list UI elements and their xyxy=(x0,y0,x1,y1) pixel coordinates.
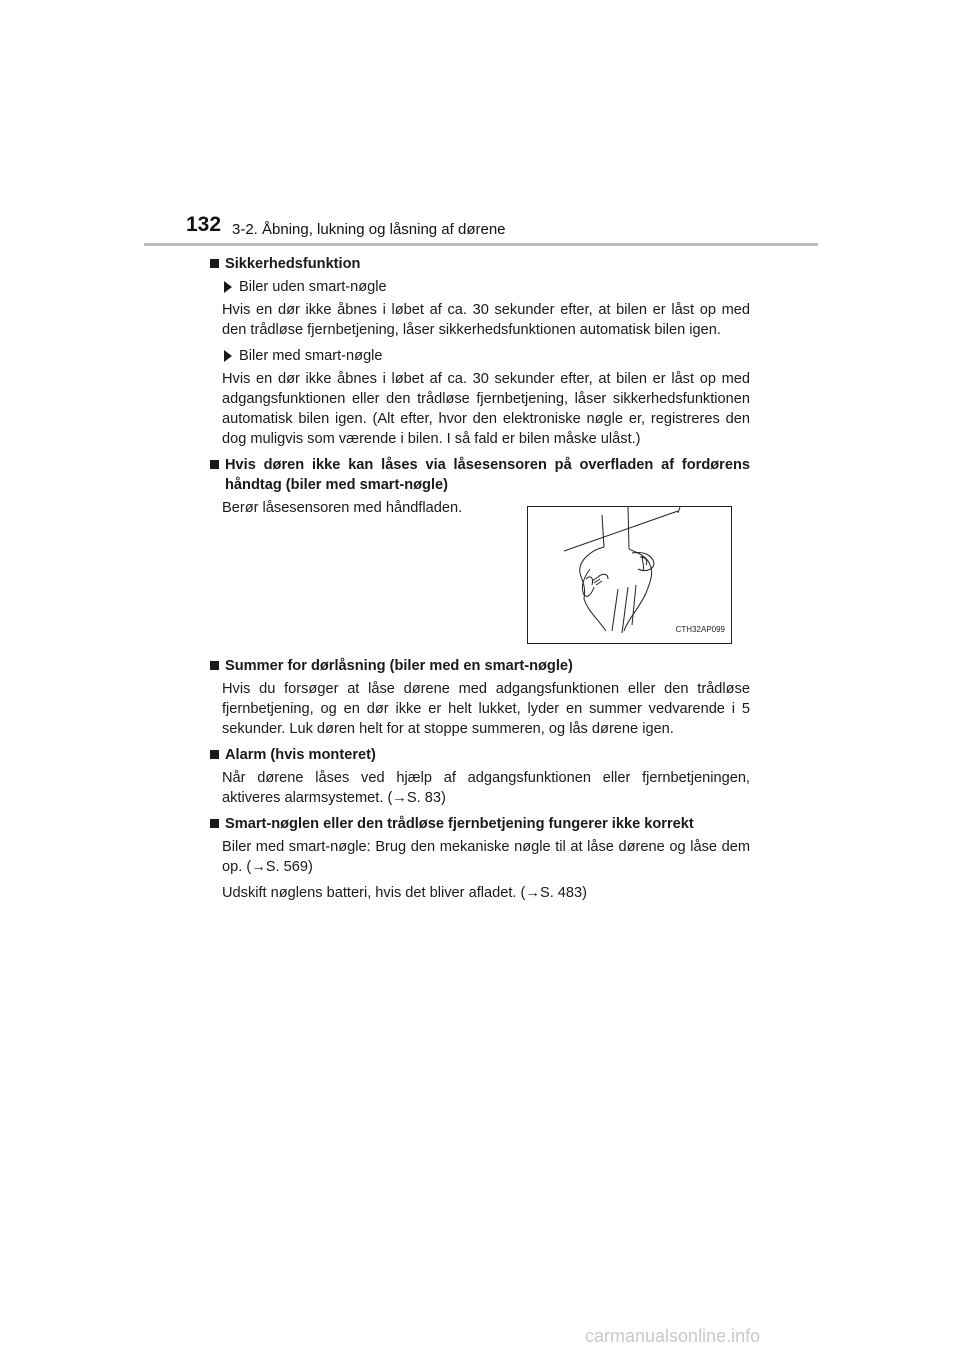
section-heading xyxy=(210,455,750,495)
paragraph: Biler med smart-nøgle: Brug den mekaniske nøgle til at låse dørene og låse dem op. (→S. 569) xyxy=(222,839,750,875)
square-bullet-icon xyxy=(210,259,219,268)
heading-text: Hvis døren ikke kan låses via låsesensoren på overfladen af fordørens håndtag (biler med smart-nøgle) xyxy=(225,457,750,493)
paragraph: Hvis en dør ikke åbnes i løbet af ca. 30 sekunder efter, at bilen er låst op med adgangsfunktionen eller den trådløse fjernbetjening, låser sikkerhedsfunktionen automatisk bilen igen. (Alt efter, hvor den elektroniske nøgle er, registreres den dog muligvis som værende i bilen. I så fald er bilen måske ulåst.) xyxy=(222,371,750,447)
watermark: carmanualsonline.info xyxy=(585,1326,761,1346)
section-key-malfunction xyxy=(210,814,750,903)
heading-text: Smart-nøglen eller den trådløse fjernbetjening fungerer ikke korrekt xyxy=(225,816,694,832)
square-bullet-icon xyxy=(210,750,219,759)
figure-code: CTH32AP099 xyxy=(675,625,725,634)
paragraph: Hvis du forsøger at låse dørene med adgangsfunktionen eller den trådløse fjernbetjening, og en dør ikke er helt lukket, lyder en summer vedvarende i 5 sekunder. Luk døren helt for at stoppe summeren, og lås dørene igen. xyxy=(222,681,750,737)
section-lock-sensor xyxy=(210,455,750,646)
square-bullet-icon xyxy=(210,819,219,828)
paragraph: Udskift nøglens batteri, hvis det bliver afladet. (→S. 483) xyxy=(222,885,588,901)
square-bullet-icon xyxy=(210,661,219,670)
heading-text: Sikkerhedsfunktion xyxy=(225,256,361,272)
section-heading xyxy=(210,656,750,676)
subheading-text: Biler uden smart-nøgle xyxy=(239,279,387,295)
page-number: 132 xyxy=(186,213,222,236)
header-rule xyxy=(144,243,818,246)
paragraph: Når dørene låses ved hjælp af adgangsfunktionen eller fjernbetjeningen, aktiveres alarmsystemet. (→S. 83) xyxy=(222,770,750,806)
page-content xyxy=(210,254,750,909)
paragraph: Berør låsesensoren med håndfladen. xyxy=(222,500,463,516)
section-alarm xyxy=(210,745,750,808)
subheading-text: Biler med smart-nøgle xyxy=(239,348,383,364)
section-heading xyxy=(210,745,750,765)
section-title: 3-2. Åbning, lukning og låsning af dørene xyxy=(232,221,506,238)
section-safety-function xyxy=(210,254,750,449)
square-bullet-icon xyxy=(210,460,219,469)
triangle-bullet-icon xyxy=(224,281,232,293)
heading-text: Alarm (hvis monteret) xyxy=(225,747,376,763)
section-heading xyxy=(210,814,750,834)
heading-text: Summer for dørlåsning (biler med en smart-nøgle) xyxy=(225,658,573,674)
figure-row xyxy=(210,498,750,646)
paragraph: Hvis en dør ikke åbnes i løbet af ca. 30 sekunder efter, at bilen er låst op med den trådløse fjernbetjening, låser sikkerhedsfunktionen automatisk bilen igen. xyxy=(222,302,750,338)
triangle-bullet-icon xyxy=(224,350,232,362)
subheading xyxy=(218,346,750,366)
hand-on-door-handle-illustration xyxy=(527,506,732,644)
section-buzzer xyxy=(210,656,750,739)
section-heading xyxy=(210,254,750,274)
subheading xyxy=(218,277,750,297)
